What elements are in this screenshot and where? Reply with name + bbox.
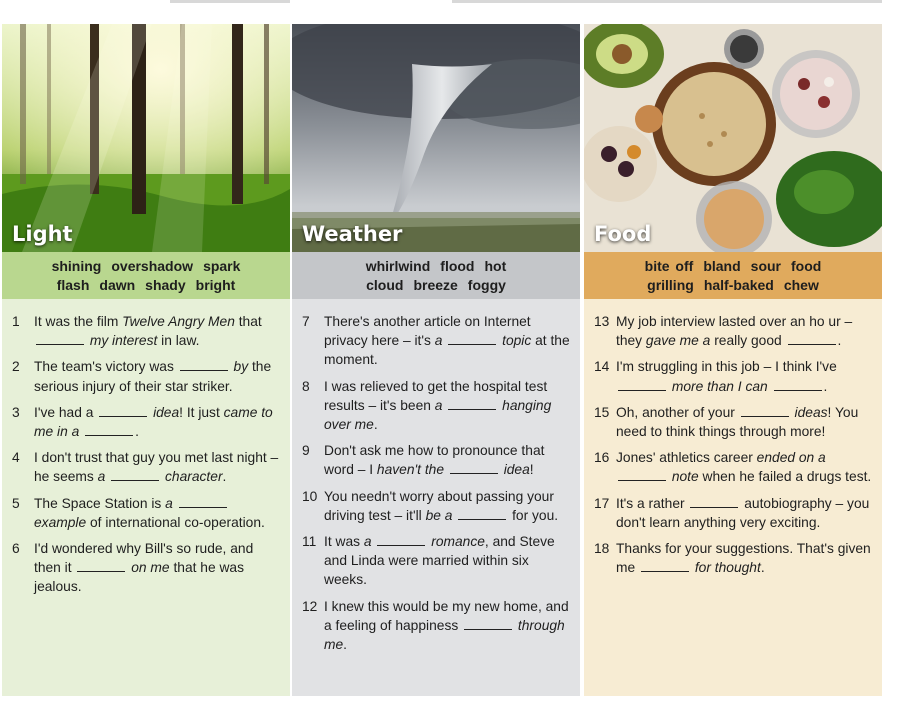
item-text — [616, 539, 872, 577]
sentence-text: I'd wondered why Bill's so rude, and then it — [34, 541, 254, 576]
sentence-text — [452, 508, 456, 523]
answer-blank[interactable] — [788, 332, 836, 345]
vocab-word: hot — [484, 257, 507, 274]
item-number: 17 — [594, 495, 610, 511]
answer-blank[interactable] — [448, 332, 496, 345]
item-text — [616, 403, 872, 441]
sentence-text: The team's victory was — [34, 359, 178, 375]
item-number: 6 — [12, 541, 20, 557]
italic-phrase: be a — [425, 507, 453, 523]
item-number: 8 — [302, 378, 310, 394]
food-vocab-box — [584, 252, 882, 299]
vocab-word: bright — [195, 276, 236, 293]
italic-phrase: by — [229, 359, 249, 375]
top-rule-left — [170, 0, 290, 3]
italic-phrase: a — [165, 495, 173, 511]
sentence-text: . — [222, 469, 227, 485]
item-number: 15 — [594, 404, 610, 420]
sentence-text — [768, 379, 772, 394]
answer-blank[interactable] — [85, 423, 133, 436]
sentence-text: Thanks for your suggestions. That's given me — [616, 541, 871, 576]
sentence-text: in law. — [157, 333, 200, 349]
food-caption: Food — [594, 222, 652, 246]
sentence-text: It was the film — [34, 314, 123, 329]
exercise-item — [302, 487, 570, 525]
top-rule-right — [452, 0, 882, 3]
sentence-text — [79, 424, 83, 439]
item-number: 11 — [302, 534, 317, 550]
italic-phrase: gave me a — [645, 333, 711, 349]
answer-blank[interactable] — [741, 404, 789, 417]
item-text — [34, 357, 280, 395]
italic-phrase: a — [97, 469, 106, 485]
item-number: 13 — [594, 314, 610, 329]
item-text — [616, 494, 872, 532]
italic-phrase: a — [434, 397, 443, 413]
italic-phrase: my interest — [86, 333, 158, 349]
sentence-text: Don't ask me how to pronounce that word – I — [324, 443, 545, 478]
exercise-item — [12, 494, 280, 532]
answer-blank[interactable] — [618, 378, 666, 391]
sentence-text: . — [343, 637, 348, 653]
vocab-word: breeze — [413, 276, 458, 293]
italic-phrase: idea — [149, 404, 180, 420]
answer-blank[interactable] — [458, 507, 506, 520]
light-exercises — [2, 299, 290, 696]
weather-caption: Weather — [302, 222, 403, 246]
food-photo — [584, 24, 882, 252]
sentence-text: I knew this would be my new home, and a feeling of happiness — [324, 598, 569, 633]
vocab-word: flash — [56, 276, 90, 293]
vocab-word: cloud — [366, 276, 404, 293]
sentence-text: It's a rather — [616, 495, 689, 511]
answer-blank[interactable] — [448, 397, 496, 410]
italic-phrase: more than I can — [668, 378, 768, 394]
item-text — [324, 532, 570, 590]
answer-blank[interactable] — [180, 358, 228, 371]
item-text — [34, 403, 280, 441]
sentence-text: . — [837, 333, 842, 349]
exercise-item — [302, 377, 570, 435]
sentence-text: There's another article on Internet privacy here – it's — [324, 314, 531, 349]
item-number: 3 — [12, 404, 20, 420]
answer-blank[interactable] — [377, 533, 425, 546]
vocab-word: sour — [750, 257, 781, 274]
exercise-item — [12, 448, 280, 486]
vocab-word: flood — [440, 257, 475, 274]
sentence-text — [442, 333, 446, 348]
item-number: 2 — [12, 359, 20, 375]
answer-blank[interactable] — [36, 332, 84, 345]
italic-phrase: through me — [324, 617, 565, 653]
sentence-text: I was relieved to get the hospital test results – it's been — [324, 378, 548, 413]
exercise-item — [302, 441, 570, 479]
sentence-text: when he failed a drugs test. — [698, 469, 872, 485]
italic-phrase: on me — [127, 560, 170, 576]
sentence-text: I've had a — [34, 404, 98, 420]
exercise-item — [594, 403, 872, 441]
item-number: 10 — [302, 488, 318, 504]
food-exercises — [584, 299, 882, 696]
answer-blank[interactable] — [641, 559, 689, 572]
vocab-word: shining — [51, 257, 102, 274]
exercise-item — [594, 448, 872, 486]
sentence-text: that — [234, 314, 262, 329]
item-text — [324, 487, 570, 525]
italic-phrase: ended on a — [756, 450, 826, 466]
item-number: 7 — [302, 314, 310, 329]
sentence-text: . — [823, 378, 828, 394]
light-vocab-box — [2, 252, 290, 299]
answer-blank[interactable] — [111, 468, 159, 481]
sentence-text — [444, 462, 448, 477]
sentence-text: autobiography – you don't learn anything very exciting. — [616, 495, 870, 530]
item-text — [34, 312, 280, 350]
item-text — [616, 312, 872, 350]
vocab-word: bland — [703, 257, 741, 274]
italic-phrase: hanging over me — [324, 397, 552, 433]
answer-blank[interactable] — [464, 617, 512, 630]
vocab-word: spark — [203, 257, 241, 274]
exercise-item — [12, 357, 280, 395]
weather-column — [292, 24, 580, 696]
sentence-text: . — [135, 424, 139, 440]
answer-blank[interactable] — [690, 495, 738, 508]
item-text — [34, 494, 280, 532]
sentence-text: I'm struggling in this job – I think I've — [616, 359, 837, 375]
item-number: 18 — [594, 541, 610, 557]
sentence-text: ! — [529, 462, 534, 478]
item-number: 9 — [302, 443, 310, 459]
italic-phrase: romance — [427, 534, 485, 550]
item-text — [616, 357, 872, 395]
vocab-word: bite off — [644, 257, 694, 274]
sentence-text: Jones' athletics career — [616, 450, 757, 466]
exercise-item — [302, 532, 570, 590]
italic-phrase: character — [161, 469, 223, 485]
sentence-text: My job interview lasted over an ho ur – they — [616, 314, 853, 349]
vocab-word: dawn — [99, 276, 136, 293]
vocab-word: half-baked — [703, 276, 774, 293]
food-column — [584, 24, 882, 696]
answer-blank[interactable] — [179, 495, 227, 508]
italic-phrase: a — [363, 534, 372, 550]
item-text — [34, 448, 280, 486]
light-caption: Light — [12, 222, 73, 246]
exercise-item — [302, 597, 570, 655]
answer-blank[interactable] — [77, 559, 125, 572]
vocab-word: grilling — [647, 276, 694, 293]
sentence-text: that he was jealous. — [34, 560, 245, 595]
sentence-text — [105, 469, 109, 484]
exercise-item — [594, 494, 872, 532]
sentence-text: really good — [710, 333, 786, 349]
item-text — [324, 597, 570, 655]
weather-exercises — [292, 299, 580, 696]
italic-phrase: haven't the — [376, 462, 444, 478]
italic-phrase: topic — [498, 333, 532, 349]
vocab-word: overshadow — [111, 257, 194, 274]
sentence-text — [173, 496, 177, 511]
exercise-item — [594, 539, 872, 577]
vocab-word: foggy — [467, 276, 506, 293]
tornado-photo — [292, 24, 580, 252]
italic-phrase: came to me in a — [34, 404, 273, 440]
italic-phrase: idea — [503, 462, 530, 478]
weather-vocab-box — [292, 252, 580, 299]
sentence-text: the serious injury of their star striker. — [34, 359, 272, 394]
forest-photo — [2, 24, 290, 252]
sentence-text — [372, 534, 376, 549]
italic-phrase: example — [34, 514, 87, 530]
item-number: 1 — [12, 314, 20, 329]
vocab-word: food — [791, 257, 822, 274]
italic-phrase: note — [668, 469, 699, 485]
sentence-text: . — [373, 417, 378, 433]
sentence-text: The Space Station is — [34, 495, 166, 511]
sentence-text: for you. — [508, 507, 559, 523]
answer-blank[interactable] — [450, 461, 498, 474]
answer-blank[interactable] — [774, 378, 822, 391]
exercise-item — [594, 357, 872, 395]
sentence-text: It was — [324, 534, 364, 550]
sentence-text: of international co-operation. — [86, 514, 265, 530]
item-number: 5 — [12, 495, 20, 511]
italic-phrase: a — [434, 333, 443, 349]
italic-phrase: Twelve Angry Men — [122, 314, 235, 329]
exercise-item — [302, 312, 570, 370]
sentence-text: , and Steve and Linda were married within six weeks. — [324, 534, 555, 588]
item-number: 14 — [594, 359, 610, 375]
sentence-text: ! You need to think things through more! — [616, 404, 859, 440]
exercise-item — [12, 539, 280, 597]
item-number: 4 — [12, 450, 20, 466]
item-text — [34, 539, 280, 597]
exercise-item — [594, 312, 872, 350]
vocab-word: chew — [783, 276, 819, 293]
sentence-text: You needn't worry about passing your driving test – it'll — [324, 488, 554, 523]
sentence-text: I don't trust that guy you met last night – he seems — [34, 450, 279, 485]
exercise-item — [12, 403, 280, 441]
sentence-text: at the moment. — [324, 333, 570, 368]
exercise-item — [12, 312, 280, 350]
italic-phrase: ideas — [790, 404, 828, 420]
item-text — [616, 448, 872, 486]
item-number: 16 — [594, 450, 610, 466]
sentence-text: ! It just — [179, 404, 224, 420]
item-text — [324, 441, 570, 479]
answer-blank[interactable] — [618, 468, 666, 481]
item-text — [324, 377, 570, 435]
italic-phrase: for thought — [691, 560, 761, 576]
sentence-text — [442, 398, 446, 413]
item-number: 12 — [302, 598, 318, 614]
item-text — [324, 312, 570, 370]
answer-blank[interactable] — [99, 404, 147, 417]
vocab-word: shady — [145, 276, 186, 293]
light-column — [2, 24, 290, 696]
sentence-text: . — [760, 560, 765, 576]
vocab-word: whirlwind — [365, 257, 431, 274]
sentence-text: Oh, another of your — [616, 404, 739, 420]
